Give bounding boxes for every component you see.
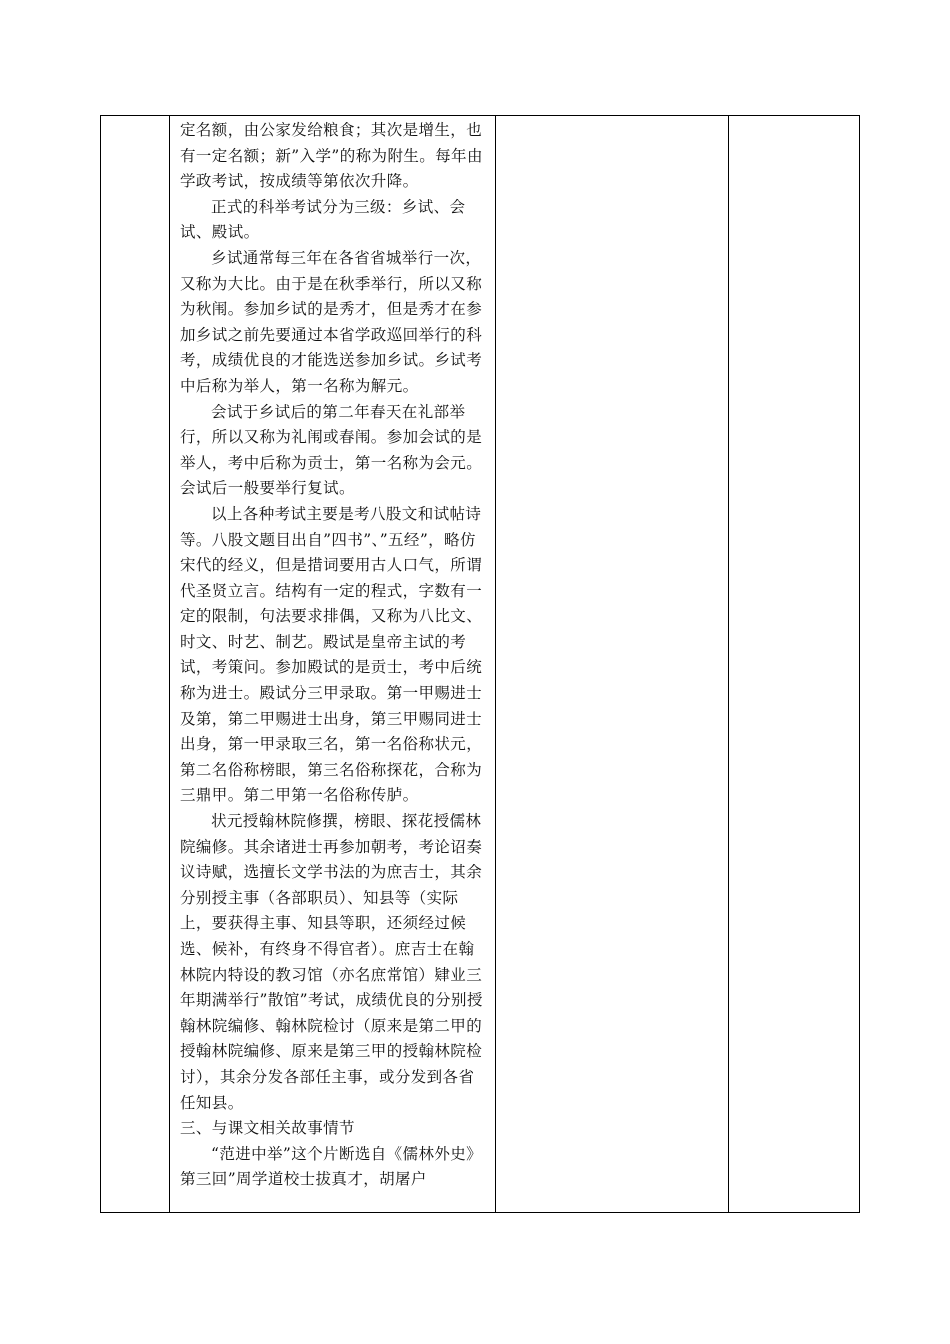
paragraph-3: 乡试通常每三年在各省省城举行一次，又称为大比。由于是在秋季举行，所以又称为秋闱。参加乡试的是秀才，但是秀才在参加乡试之前先要通过本省学政巡回举行的科考，成绩优良的才能选送参加乡试。乡试考中后称为举人，第一名称为解元。 [180, 248, 483, 395]
lesson-plan-table [100, 115, 860, 1213]
paragraph-5: 以上各种考试主要是考八股文和试帖诗等。八股文题目出自”四书”、”五经”，略仿宋代的经义，但是措词要用古人口气，所谓代圣贤立言。结构有一定的程式，字数有一定的限制，句法要求排偶，又称为八比文、时文、时艺、制艺。殿试是皇帝主试的考试，考策问。参加殿试的是贡士，考中后统称为进士。殿试分三甲录取。第一甲赐进士及第，第二甲赐进士出身，第三甲赐同进士出身，第一甲录取三名，第一名俗称状元，第二名俗称榜眼，第三名俗称探花，合称为三鼎甲。第二甲第一名俗称传胪。 [180, 504, 483, 805]
table-cell-left [101, 116, 170, 1213]
table-cell-content [170, 116, 496, 1213]
table-row [101, 116, 860, 1213]
paragraph-7: “范进中举”这个片断选自《儒林外史》第三回”周学道校士拔真才，胡屠户 [180, 1144, 483, 1189]
paragraph-2: 正式的科举考试分为三级：乡试、会试、殿试。 [180, 197, 466, 242]
paragraph-1: 定名额，由公家发给粮食；其次是增生，也有一定名额；新”入学”的称为附生。每年由学政考试，按成绩等第依次升降。 [180, 121, 483, 191]
table-cell-blank-1 [496, 116, 729, 1213]
paragraph-4: 会试于乡试后的第二年春天在礼部举行，所以又称为礼闱或春闱。参加会试的是举人，考中后称为贡士，第一名称为会元。会试后一般要举行复试。 [180, 402, 483, 498]
table-cell-blank-2 [729, 116, 860, 1213]
section-heading: 三、与课文相关故事情节 [180, 1119, 355, 1138]
content-text [170, 116, 495, 1193]
paragraph-6: 状元授翰林院修撰，榜眼、探花授儒林院编修。其余诸进士再参加朝考，考论诏奏议诗赋，选擅长文学书法的为庶吉士，其余分别授主事（各部职员）、知县等（实际上，要获得主事、知县等职，还须经过候选、候补，有终身不得官者）。庶吉士在翰林院内特设的教习馆（亦名庶常馆）肄业三年期满举行”散馆”考试，成绩优良的分别授翰林院编修、翰林院检讨（原来是第二甲的授翰林院编修、原来是第三甲的授翰林院检讨），其余分发各部任主事，或分发到各省任知县。 [180, 812, 483, 1112]
